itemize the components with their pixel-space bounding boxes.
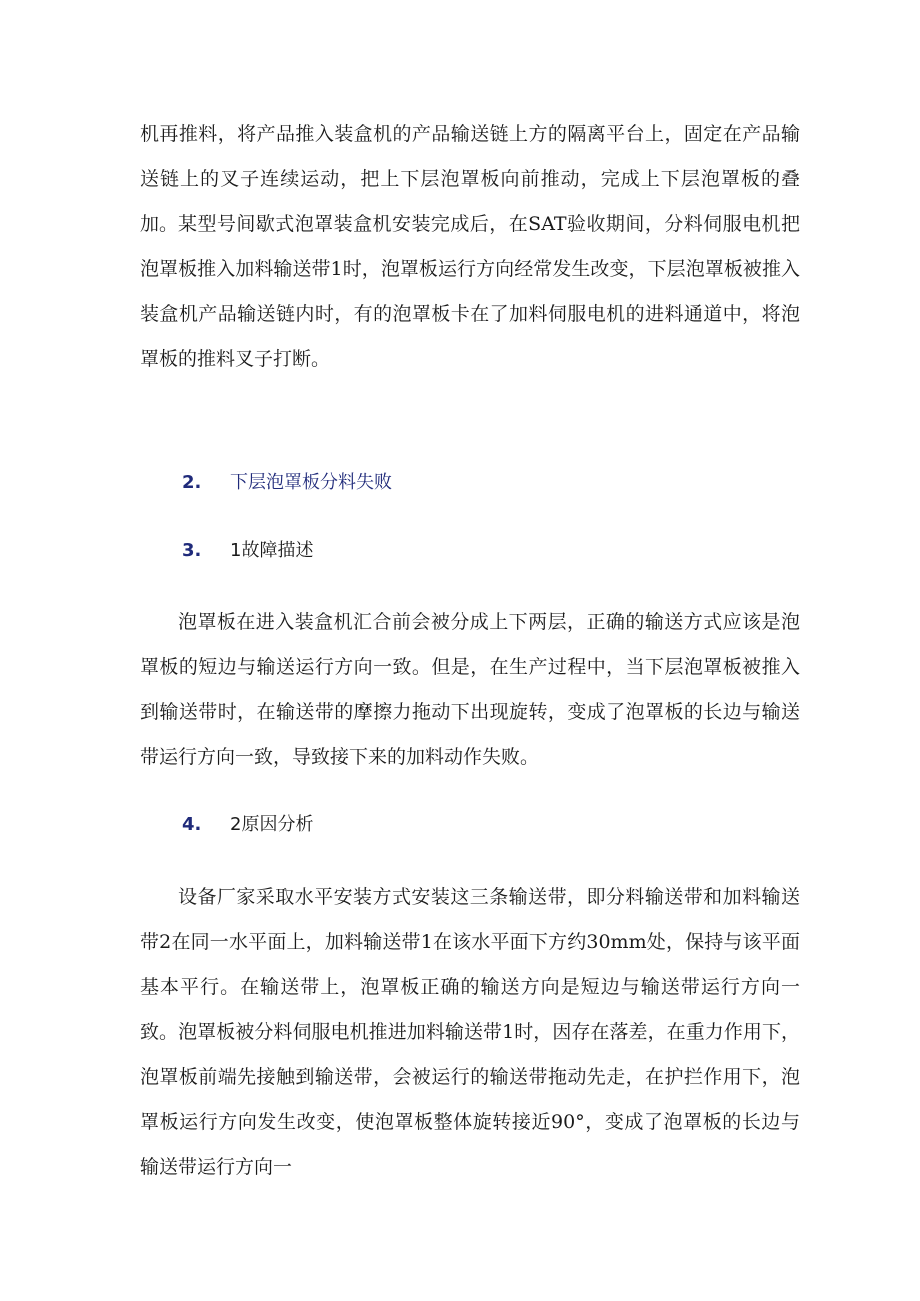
section-number: 3.	[182, 540, 202, 561]
section-title: 下层泡罩板分料失败	[230, 472, 392, 493]
section-title: 1故障描述	[230, 540, 314, 561]
paragraph-sat-incident: 某型号间歇式泡罩装盒机安装完成后，在SAT验收期间，分料伺服电机把泡罩板推入加料输送带1时，泡罩板运行方向经常发生改变，下层泡罩板被推入装盒机产品输送链内时，有的泡罩板卡在了加料伺服电机的进料通道中，将泡罩板的推料叉子打断。	[140, 213, 800, 370]
paragraph-blister-stacking: 机再推料，将产品推入装盒机的产品输送链上方的隔离平台上，固定在产品输送链上的叉子连续运动，把上下层泡罩板向前推动，完成上下层泡罩板的叠加。	[140, 123, 800, 235]
paragraph-cause-analysis: 设备厂家采取水平安装方式安装这三条输送带，即分料输送带和加料输送带2在同一水平面上，加料输送带1在该水平面下方约30mm处，保持与该平面基本平行。在输送带上，泡罩板正确的输送方向是短边与输送带运行方向一致。泡罩板被分料伺服电机推进加料输送带1时，因存在落差，在重力作用下，泡罩板前端先接触到输送带，会被运行的输送带拖动先走，在护拦作用下，泡罩板运行方向发生改变，使泡罩板整体旋转接近90°，变成了泡罩板的长边与输送带运行方向一	[140, 886, 800, 1178]
section-heading-fault-description	[182, 538, 313, 564]
section-heading-lower-layer-failure	[182, 470, 392, 496]
paragraph-fault-description: 泡罩板在进入装盒机汇合前会被分成上下两层，正确的输送方式应该是泡罩板的短边与输送运行方向一致。但是，在生产过程中，当下层泡罩板被推入到输送带时，在输送带的摩擦力拖动下出现旋转，变成了泡罩板的长边与输送带运行方向一致，导致接下来的加料动作失败。	[140, 611, 800, 768]
section-number: 4.	[182, 814, 202, 835]
section-number: 2.	[182, 472, 202, 493]
section-title: 2原因分析	[230, 814, 314, 835]
section-heading-cause-analysis	[182, 812, 313, 838]
